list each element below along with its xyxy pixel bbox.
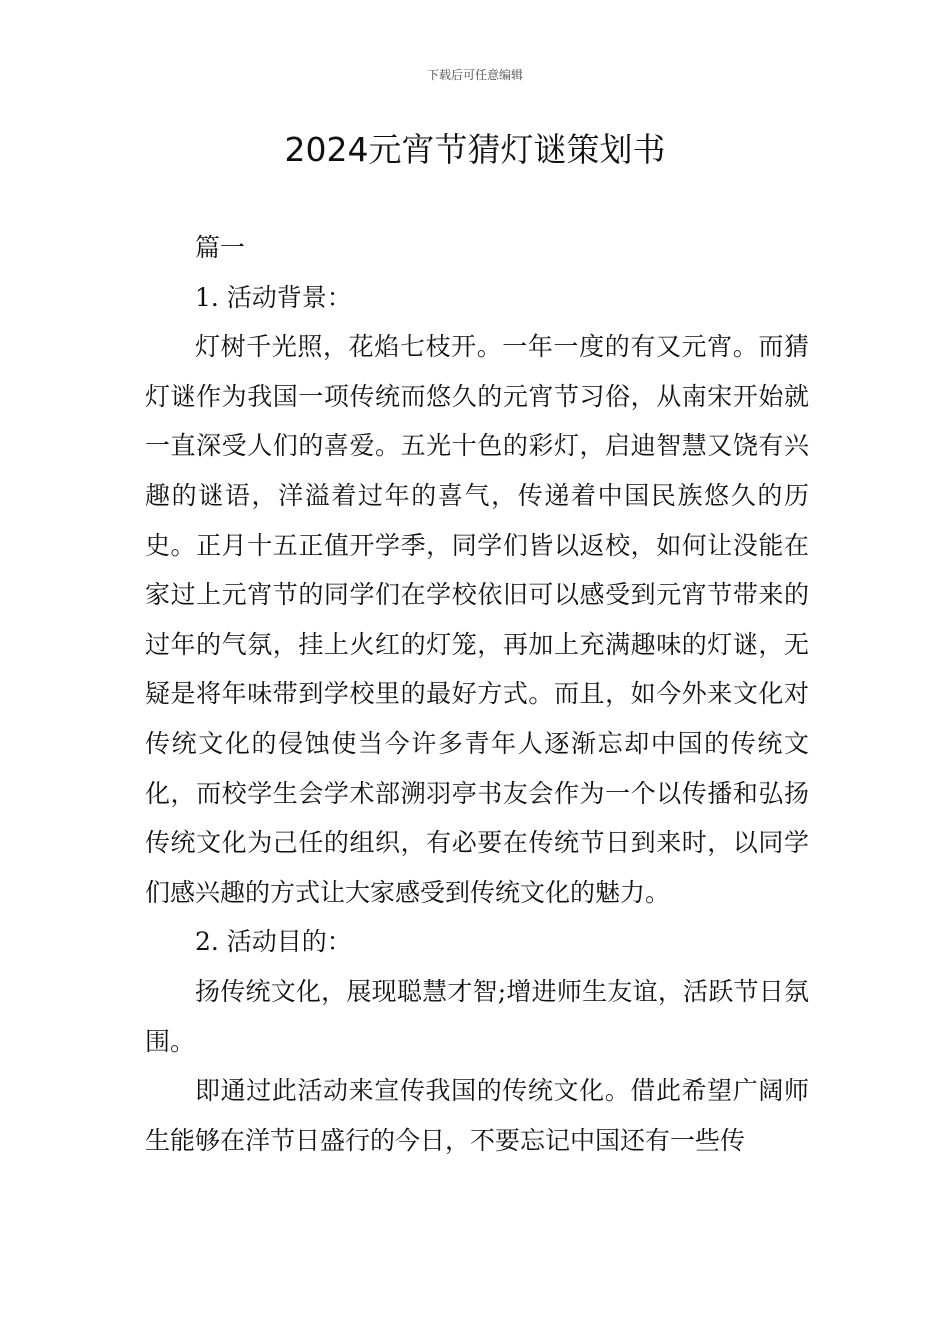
paragraph-purpose: 扬传统文化，展现聪慧才智;增进师生友谊，活跃节日氛围。 (145, 976, 809, 1056)
paragraph-background: 灯树千光照，花焰七枝开。一年一度的有又元宵。而猜灯谜作为我国一项传统而悠久的元宵节习俗，从南宋开始就一直深受人们的喜爱。五光十色的彩灯，启迪智慧又饶有兴趣的谜语，洋溢着过年的喜气，传递着中国民族悠久的历史。正月十五正值开学季，同学们皆以返校，如何让没能在家过上元宵节的同学们在学校依旧可以感受到元宵节带来的过年的气氛，挂上火红的灯笼，再加上充满趣味的灯谜，无疑是将年味带到学校里的最好方式。而且，如今外来文化对传统文化的侵蚀使当今许多青年人逐渐忘却中国的传统文化，而校学生会学术部溯羽亭书友会作为一个以传播和弘扬传统文化为己任的组织，有必要在传统节日到来时，以同学们感兴趣的方式让大家感受到传统文化的魅力。 (145, 332, 809, 907)
section-label: 篇一 (195, 233, 246, 262)
heading-activity-background: 1. 活动背景： (195, 282, 352, 312)
document-body (145, 223, 809, 1165)
heading-activity-purpose: 2. 活动目的： (195, 927, 352, 957)
header-note: 下载后可任意编辑 (426, 68, 523, 82)
paragraph-explanation: 即通过此活动来宣传我国的传统文化。借此希望广阔师生能够在洋节日盛行的今日，不要忘记中国还有一些传 (145, 1076, 809, 1155)
document-title: 2024元宵节猜灯谜策划书 (284, 130, 666, 169)
